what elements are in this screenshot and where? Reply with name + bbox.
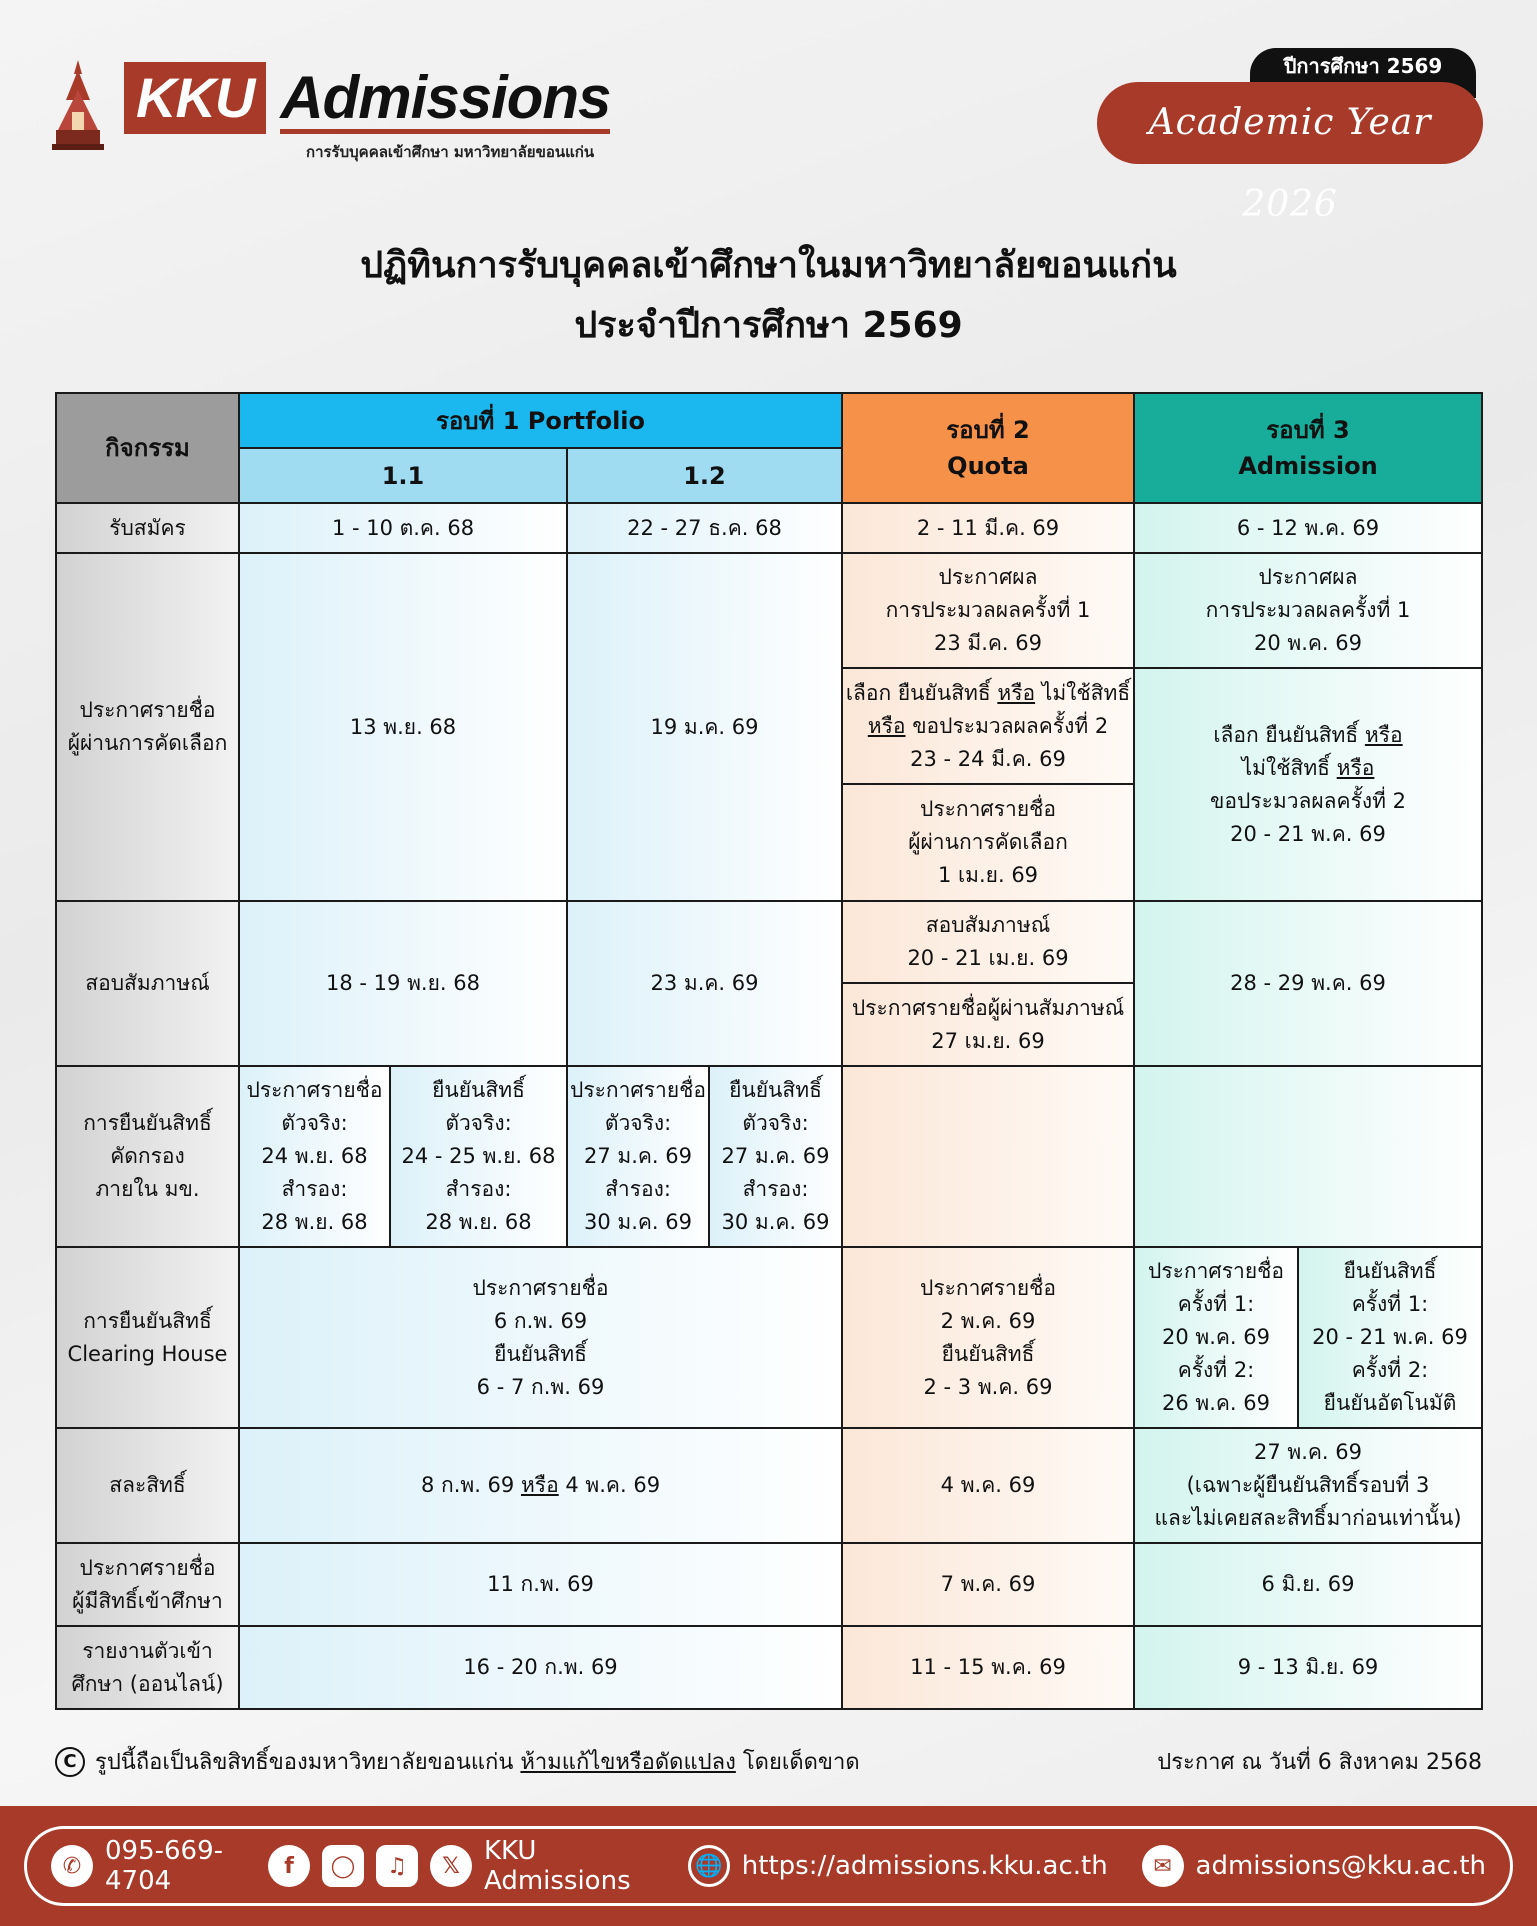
- or-text: หรือ: [1364, 722, 1403, 747]
- cell-text: ประกาศรายชื่อ: [920, 797, 1056, 821]
- row-label-announce: [55, 552, 240, 902]
- cell-text: 28 - 29 พ.ค. 69: [1230, 971, 1386, 995]
- confirm-internal-r3-empty: [1133, 1065, 1483, 1248]
- cell-text: ครั้งที่ 2:: [1351, 1358, 1429, 1382]
- row-label-text: การยืนยันสิทธิ์: [83, 1111, 212, 1135]
- announce-r12: [566, 552, 843, 902]
- row-label-clearing-house: [55, 1246, 240, 1429]
- brand-subtitle: การรับบุคคลเข้าศึกษา มหาวิทยาลัยขอนแก่น: [306, 143, 595, 161]
- header-activity-label: กิจกรรม: [105, 434, 190, 462]
- announce-r2-result: [841, 552, 1135, 669]
- eligible-r1: [238, 1542, 843, 1627]
- cell-text: 23 - 24 มี.ค. 69: [910, 746, 1066, 771]
- row-label-text: ผู้ผ่านการคัดเลือก: [67, 731, 228, 755]
- cell-text: 7 พ.ค. 69: [940, 1572, 1036, 1596]
- cell-text: ประกาศรายชื่อ: [1148, 1259, 1284, 1283]
- or-text: หรือ: [867, 713, 906, 738]
- announce-r2-choose: [841, 667, 1135, 785]
- cell-text: ตัวจริง:: [445, 1111, 512, 1135]
- footer-email[interactable]: admissions@kku.ac.th: [1195, 1851, 1487, 1881]
- confirm-internal-r12-announce: [566, 1065, 710, 1248]
- confirm-internal-r11-announce: [238, 1065, 391, 1248]
- row-label-text: ประกาศรายชื่อ: [79, 1555, 216, 1580]
- page-title: ปฏิทินการรับบุคคลเข้าศึกษาในมหาวิทยาลัยขอนแก่น: [360, 245, 1177, 286]
- row-label-text: คัดกรอง: [110, 1144, 185, 1168]
- cell-text: 6 - 12 พ.ค. 69: [1236, 515, 1380, 540]
- cell-text: การประมวลผลครั้งที่ 1: [885, 598, 1091, 622]
- cell-text: 6 - 7 ก.พ. 69: [476, 1374, 605, 1399]
- announce-r3-choose: [1133, 667, 1483, 902]
- cell-text: การประมวลผลครั้งที่ 1: [1205, 598, 1411, 622]
- copyright-warning: ห้ามแก้ไขหรือดัดแปลง: [520, 1750, 736, 1775]
- cell-text: ครั้งที่ 2:: [1177, 1358, 1255, 1382]
- header-round3-line2: Admission: [1238, 452, 1378, 480]
- row-label-text: ศึกษา (ออนไลน์): [71, 1671, 224, 1696]
- row-label-waive: [55, 1427, 240, 1544]
- footer-contact-bar: [24, 1826, 1513, 1906]
- cell-text: ประกาศรายชื่อ: [920, 1275, 1056, 1300]
- year-badge: Academic Year 2026: [1097, 82, 1483, 164]
- cell-text: สอบสัมภาษณ์: [925, 913, 1051, 937]
- interview-r2-passed: [841, 982, 1135, 1067]
- cell-text: 8 ก.พ. 69: [420, 1473, 521, 1497]
- cell-text: ครั้งที่ 1:: [1177, 1292, 1255, 1316]
- cell-line: [1242, 752, 1375, 785]
- header-activity: [55, 392, 240, 504]
- announce-r11: [238, 552, 568, 902]
- report-r1: [238, 1625, 843, 1710]
- cell-text: 13 พ.ย. 68: [349, 714, 457, 739]
- cell-text: 1 เม.ย. 69: [937, 863, 1039, 887]
- apply-r12: [566, 502, 843, 554]
- cell-text: 9 - 13 มิ.ย. 69: [1237, 1655, 1379, 1679]
- row-label-text: สอบสัมภาษณ์: [85, 971, 210, 995]
- header-round3: [1133, 392, 1483, 504]
- confirm-internal-r11-confirm: [389, 1065, 568, 1248]
- apply-r11: [238, 502, 568, 554]
- cell-text: 2 - 3 พ.ค. 69: [923, 1374, 1053, 1399]
- apply-r3: [1133, 502, 1483, 554]
- cell-text: 28 พ.ย. 68: [261, 1210, 368, 1234]
- row-label-apply: [55, 502, 240, 554]
- copyright-pre: รูปนี้ถือเป็นลิขสิทธิ์ของมหาวิทยาลัยขอนแก่น: [95, 1750, 521, 1775]
- cell-text: 22 - 27 ธ.ค. 68: [627, 515, 782, 540]
- cell-text: ไม่ใช้สิทธิ์: [1241, 755, 1337, 780]
- row-label-interview: [55, 900, 240, 1067]
- cell-line: [846, 677, 1130, 710]
- cell-text: ยืนยันสิทธิ์: [1343, 1259, 1437, 1283]
- cell-text: 23 มี.ค. 69: [933, 631, 1043, 655]
- cell-text: 20 - 21 พ.ค. 69: [1312, 1325, 1468, 1349]
- cell-text: ตัวจริง:: [742, 1111, 809, 1135]
- or-text: หรือ: [520, 1473, 559, 1497]
- admission-calendar-table: [55, 392, 1483, 1714]
- cell-line: [421, 1469, 660, 1502]
- header-round3-line1: รอบที่ 3: [1266, 416, 1350, 444]
- waive-r3: [1133, 1427, 1483, 1544]
- cell-text: ยืนยันสิทธิ์: [494, 1341, 587, 1366]
- cell-text: 6 ก.พ. 69: [493, 1308, 588, 1333]
- header-round2-line1: รอบที่ 2: [946, 416, 1030, 444]
- apply-r2: [841, 502, 1135, 554]
- cell-text: ผู้ผ่านการคัดเลือก: [908, 830, 1068, 854]
- cell-text: 27 ม.ค. 69: [721, 1144, 830, 1168]
- email-icon: ✉: [1142, 1845, 1184, 1887]
- cell-text: 20 - 21 เม.ย. 69: [907, 946, 1069, 970]
- cell-text: ยืนยันสิทธิ์: [941, 1341, 1035, 1366]
- or-text: หรือ: [997, 680, 1036, 705]
- cell-text: 30 ม.ค. 69: [721, 1210, 830, 1234]
- cell-text: 16 - 20 ก.พ. 69: [463, 1655, 618, 1679]
- cell-text: 20 พ.ค. 69: [1161, 1325, 1271, 1349]
- cell-text: 4 พ.ค. 69: [940, 1473, 1036, 1497]
- cell-text: ประกาศรายชื่อ: [246, 1078, 383, 1102]
- header-round1-1: [238, 447, 568, 504]
- cell-text: เลือก ยืนยันสิทธิ์: [845, 680, 998, 705]
- cell-text: 20 - 21 พ.ค. 69: [1230, 821, 1386, 846]
- cell-text: 24 พ.ย. 68: [261, 1144, 368, 1168]
- cell-text: 4 พ.ค. 69: [558, 1473, 661, 1497]
- header-round1-2-label: 1.2: [683, 461, 726, 490]
- clearing-r1: [238, 1246, 843, 1429]
- cell-text: 27 เม.ย. 69: [931, 1028, 1045, 1053]
- row-label-text: ประกาศรายชื่อ: [79, 698, 216, 722]
- confirm-internal-r12-confirm: [708, 1065, 843, 1248]
- announce-r2-passed: [841, 783, 1135, 902]
- row-label-text: รับสมัคร: [109, 515, 186, 540]
- copyright-text: [95, 1744, 860, 1779]
- cell-text: สำรอง:: [281, 1177, 348, 1201]
- cell-text: ตัวจริง:: [604, 1111, 672, 1135]
- globe-icon: 🌐: [688, 1845, 730, 1887]
- cell-text: 24 - 25 พ.ย. 68: [401, 1144, 556, 1168]
- header-round1-label: รอบที่ 1 Portfolio: [435, 406, 646, 435]
- announce-r3-result: [1133, 552, 1483, 669]
- report-r2: [841, 1625, 1135, 1710]
- tiktok-icon[interactable]: ♫: [376, 1845, 418, 1887]
- cell-text: 27 ม.ค. 69: [583, 1144, 693, 1168]
- cell-line: [1213, 719, 1402, 752]
- confirm-internal-r2-empty: [841, 1065, 1135, 1248]
- cell-line: [868, 710, 1108, 743]
- cell-text: 27 พ.ค. 69: [1253, 1440, 1363, 1464]
- cell-text: ประกาศผล: [1258, 565, 1358, 589]
- instagram-icon[interactable]: ◯: [322, 1845, 364, 1887]
- cell-text: 1 - 10 ต.ค. 68: [331, 515, 475, 540]
- cell-text: ยืนยันสิทธิ์: [729, 1078, 822, 1102]
- interview-r12: [566, 900, 843, 1067]
- row-label-confirm-internal: [55, 1065, 240, 1248]
- interview-r11: [238, 900, 568, 1067]
- cell-text: 2 พ.ค. 69: [940, 1308, 1036, 1333]
- clearing-r2: [841, 1246, 1135, 1429]
- cell-text: ตัวจริง:: [281, 1111, 348, 1135]
- brand-admissions: Admissions: [280, 62, 610, 134]
- row-label-eligible: [55, 1542, 240, 1627]
- cell-text: 26 พ.ค. 69: [1161, 1391, 1271, 1415]
- copyright-icon: C: [55, 1747, 85, 1777]
- cell-text: ครั้งที่ 1:: [1351, 1292, 1429, 1316]
- cell-text: ขอประมวลผลครั้งที่ 2: [905, 713, 1109, 738]
- clearing-r3-confirm: [1297, 1246, 1483, 1429]
- cell-text: (เฉพาะผู้ยืนยันสิทธิ์รอบที่ 3: [1186, 1473, 1430, 1497]
- temple-emblem-icon: [52, 60, 104, 150]
- cell-text: 28 พ.ย. 68: [425, 1210, 532, 1234]
- announcement-date: ประกาศ ณ วันที่ 6 สิงหาคม 2568: [1157, 1750, 1482, 1775]
- header-round1-1-label: 1.1: [381, 461, 425, 490]
- interview-r2-exam: [841, 900, 1135, 984]
- eligible-r2: [841, 1542, 1135, 1627]
- header-round1: [238, 392, 843, 449]
- page-subtitle: ประจำปีการศึกษา 2569: [574, 305, 963, 346]
- footer: [0, 1806, 1537, 1926]
- cell-text: 11 ก.พ. 69: [487, 1572, 594, 1596]
- header-round2-line2: Quota: [947, 452, 1029, 480]
- cell-text: ประกาศรายชื่อ: [570, 1078, 706, 1102]
- facebook-icon[interactable]: f: [268, 1845, 310, 1887]
- cell-text: 6 มิ.ย. 69: [1261, 1572, 1355, 1596]
- cell-text: 30 ม.ค. 69: [583, 1210, 693, 1234]
- interview-r3: [1133, 900, 1483, 1067]
- footer-social[interactable]: KKU Admissions: [483, 1836, 631, 1896]
- cell-text: ประกาศผล: [938, 565, 1038, 589]
- cell-text: 23 ม.ค. 69: [650, 971, 759, 995]
- row-label-text: ผู้มีสิทธิ์เข้าศึกษา: [72, 1588, 223, 1613]
- header-round2: [841, 392, 1135, 504]
- phone-icon: ✆: [51, 1845, 93, 1887]
- row-label-report: [55, 1625, 240, 1710]
- cell-text: ยืนยันอัตโนมัติ: [1323, 1391, 1457, 1415]
- header-round1-2: [566, 447, 843, 504]
- cell-text: ประกาศรายชื่อ: [472, 1275, 609, 1300]
- row-label-text: สละสิทธิ์: [109, 1473, 186, 1497]
- cell-text: 19 ม.ค. 69: [650, 714, 759, 739]
- copyright-notice: [55, 1744, 860, 1779]
- row-label-text: การยืนยันสิทธิ์: [83, 1308, 212, 1333]
- cell-text: ไม่ใช้สิทธิ์: [1035, 680, 1131, 705]
- cell-text: 18 - 19 พ.ย. 68: [326, 971, 480, 995]
- cell-text: สำรอง:: [445, 1177, 512, 1201]
- cell-text: 11 - 15 พ.ค. 69: [910, 1655, 1066, 1679]
- or-text: หรือ: [1336, 755, 1375, 780]
- kku-logo: [52, 60, 652, 170]
- cell-text: ขอประมวลผลครั้งที่ 2: [1210, 788, 1406, 813]
- cell-text: และไม่เคยสละสิทธิ์มาก่อนเท่านั้น): [1154, 1506, 1462, 1530]
- footer-website[interactable]: https://admissions.kku.ac.th: [741, 1851, 1108, 1881]
- clearing-r3-announce: [1133, 1246, 1299, 1429]
- cell-text: เลือก ยืนยันสิทธิ์: [1213, 722, 1365, 747]
- year-tag: ปีการศึกษา 2569: [1250, 48, 1476, 98]
- cell-text: สำรอง:: [605, 1177, 671, 1201]
- footer-phone[interactable]: 095-669-4704: [105, 1836, 224, 1896]
- x-icon[interactable]: 𝕏: [430, 1845, 472, 1887]
- report-r3: [1133, 1625, 1483, 1710]
- cell-text: ประกาศรายชื่อผู้ผ่านสัมภาษณ์: [851, 995, 1125, 1020]
- cell-text: 2 - 11 มี.ค. 69: [916, 515, 1060, 540]
- cell-text: สำรอง:: [742, 1177, 809, 1201]
- row-label-text: รายงานตัวเข้า: [82, 1638, 213, 1663]
- eligible-r3: [1133, 1542, 1483, 1627]
- waive-r2: [841, 1427, 1135, 1544]
- row-label-text: Clearing House: [67, 1341, 228, 1366]
- brand-kku: KKU: [124, 62, 266, 134]
- waive-r1: [238, 1427, 843, 1544]
- row-label-text: ภายใน มข.: [95, 1177, 200, 1201]
- cell-text: ยืนยันสิทธิ์: [432, 1078, 525, 1102]
- cell-text: 20 พ.ค. 69: [1253, 631, 1363, 655]
- copyright-post: โดยเด็ดขาด: [735, 1750, 860, 1775]
